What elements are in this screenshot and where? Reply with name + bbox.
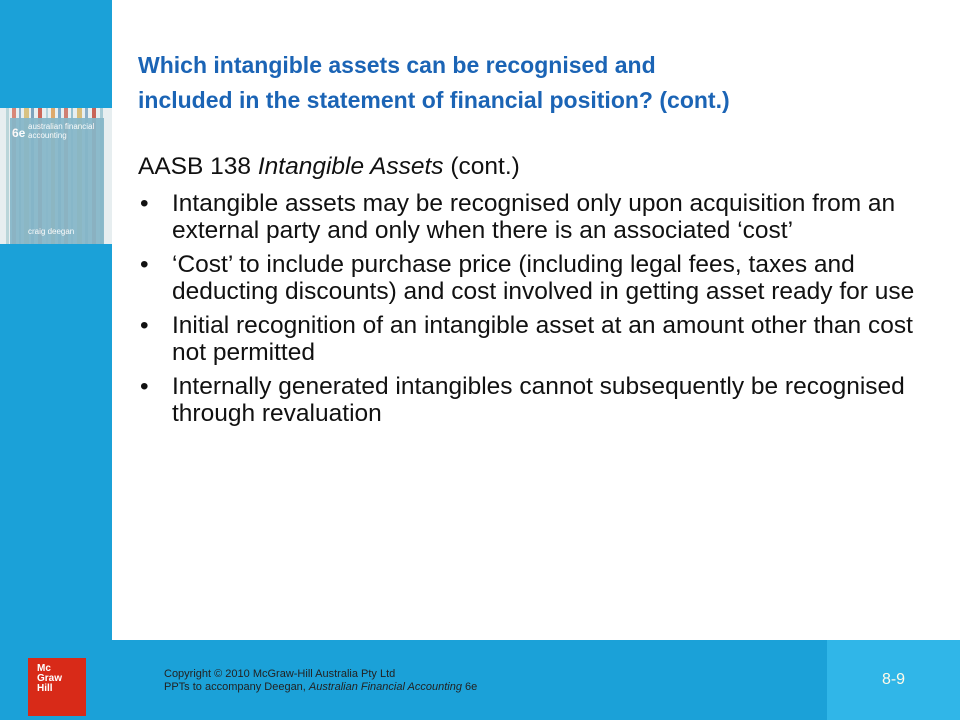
logo-line-3: Hill	[37, 683, 53, 694]
bullet-item: • Initial recognition of an intangible asset at an amount other than cost not permitted	[138, 312, 933, 366]
slide-title: Which intangible assets can be recognised and included in the statement of financial position? (cont.)	[138, 52, 730, 113]
page-number-panel	[827, 640, 960, 720]
book-cover-overlay	[10, 118, 104, 244]
ppt-prefix: PPTs to accompany Deegan,	[164, 681, 309, 693]
book-cover-image	[0, 108, 112, 244]
standard-name: Intangible Assets	[257, 153, 444, 180]
book-title: australian financial accounting	[28, 122, 95, 140]
bullet-list	[138, 190, 933, 427]
ppt-book-title: Australian Financial Accounting	[308, 681, 462, 693]
standard-heading	[138, 153, 933, 180]
mcgraw-hill-logo	[28, 658, 86, 716]
page-number: 8-9	[881, 671, 906, 688]
ppt-suffix: 6e	[462, 681, 478, 693]
bullet-item: • Internally generated intangibles cannot subsequently be recognised through revaluation	[138, 373, 933, 427]
logo-line-2: Graw	[37, 673, 63, 684]
footer-copyright	[164, 668, 684, 694]
standard-prefix: AASB 138	[138, 153, 258, 180]
ppt-reference	[164, 681, 684, 694]
standard-suffix: (cont.)	[443, 153, 520, 180]
left-sidebar	[0, 0, 112, 640]
book-edition: 6e	[12, 126, 26, 140]
copyright-line: Copyright © 2010 McGraw-Hill Australia Pty Ltd	[164, 668, 396, 680]
bullet-item: • ‘Cost’ to include purchase price (including legal fees, taxes and deducting discounts) and cost involved in getting asset ready for use	[138, 251, 933, 305]
logo-line-1: Mc	[37, 663, 51, 674]
slide-content	[138, 153, 933, 434]
book-author: craig deegan	[28, 227, 75, 236]
bullet-item: • Intangible assets may be recognised only upon acquisition from an external party and only when there is an associated ‘cost’	[138, 190, 933, 244]
